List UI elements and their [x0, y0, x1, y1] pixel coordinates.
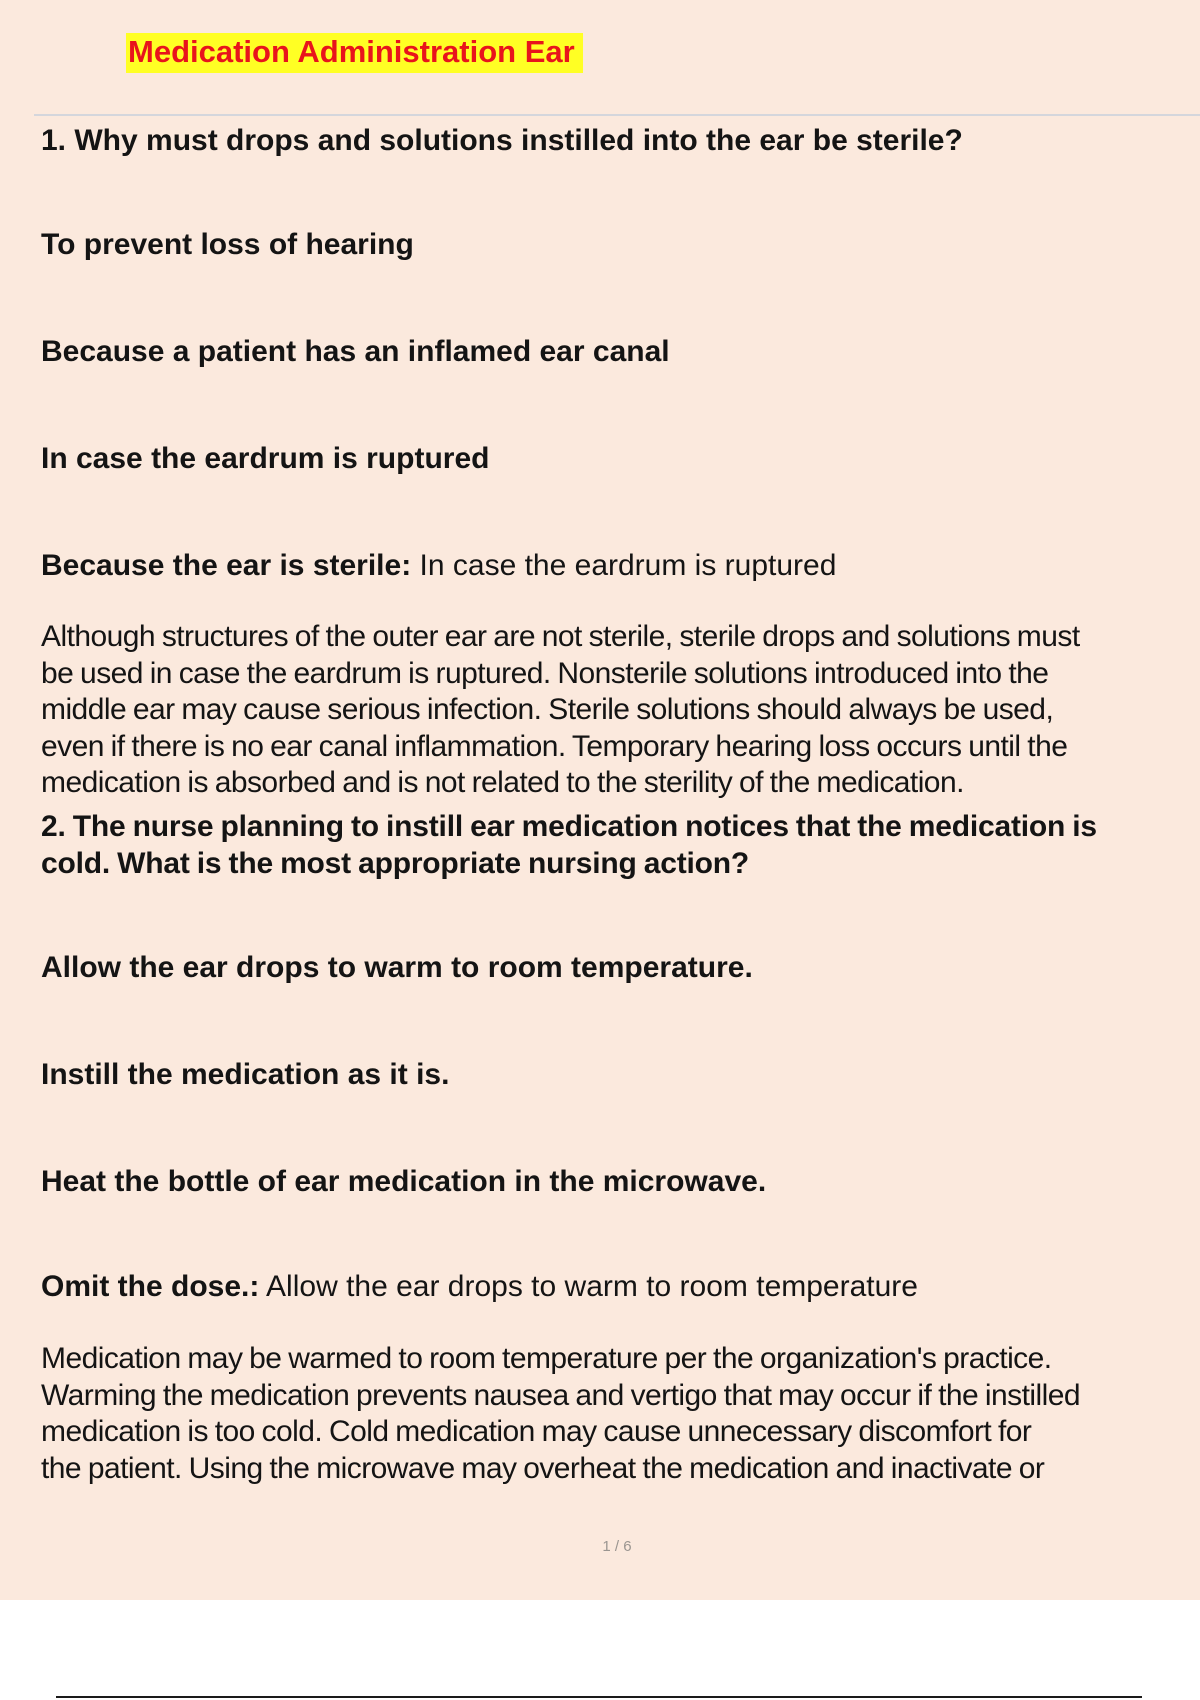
- title-divider: [34, 114, 1200, 116]
- q2-option-4: Omit the dose.:: [41, 1270, 260, 1303]
- q1-option-4-with-answer: [41, 548, 836, 584]
- q2-rationale: [41, 1341, 1196, 1487]
- question-2-text: [41, 809, 1196, 882]
- question-2-line: 2. The nurse planning to instill ear medication notices that the medication is: [41, 810, 1097, 843]
- question-2-line: cold. What is the most appropriate nursing action?: [41, 846, 750, 880]
- q1-rationale-line: be used in case the eardrum is ruptured. Nonsterile solutions introduced into the: [41, 656, 1049, 690]
- q1-rationale-line: medication is absorbed and is not related to the sterility of the medication.: [41, 766, 964, 799]
- q1-rationale-line: even if there is no ear canal inflammation. Temporary hearing loss occurs until the: [41, 729, 1068, 763]
- q2-option-4-with-answer: [41, 1269, 918, 1305]
- q1-rationale: [41, 619, 1196, 802]
- q1-rationale-line: Although structures of the outer ear are not sterile, sterile drops and solutions must: [41, 620, 1080, 653]
- q1-option-1: To prevent loss of hearing: [41, 228, 414, 261]
- q2-rationale-line: Medication may be warmed to room temperature per the organization's practice.: [41, 1342, 1052, 1375]
- q1-option-3: In case the eardrum is ruptured: [41, 442, 490, 475]
- q2-answer: Allow the ear drops to warm to room temperature: [259, 1270, 918, 1303]
- footer-divider: [56, 1696, 1142, 1698]
- q2-rationale-line: Warming the medication prevents nausea and vertigo that may occur if the instilled: [41, 1378, 1081, 1412]
- document-title: Medication Administration Ear: [126, 33, 583, 73]
- title-block: [126, 33, 583, 73]
- q1-rationale-line: middle ear may cause serious infection. Sterile solutions should always be used,: [41, 693, 1054, 726]
- q2-option-2: Instill the medication as it is.: [41, 1058, 450, 1091]
- q1-option-2: Because a patient has an inflamed ear canal: [41, 335, 670, 368]
- q2-rationale-line: the patient. Using the microwave may overheat the medication and inactivate or: [41, 1451, 1045, 1485]
- page-indicator: 1 / 6: [602, 1538, 632, 1555]
- q1-answer: In case the eardrum is ruptured: [411, 549, 837, 582]
- q2-option-1: Allow the ear drops to warm to room temperature.: [41, 951, 753, 984]
- q2-option-3: Heat the bottle of ear medication in the microwave.: [41, 1165, 767, 1198]
- q1-option-4: Because the ear is sterile:: [41, 549, 412, 582]
- question-1-text: 1. Why must drops and solutions instilled into the ear be sterile?: [41, 124, 963, 157]
- q2-rationale-line: medication is too cold. Cold medication may cause unnecessary discomfort for: [41, 1415, 1032, 1448]
